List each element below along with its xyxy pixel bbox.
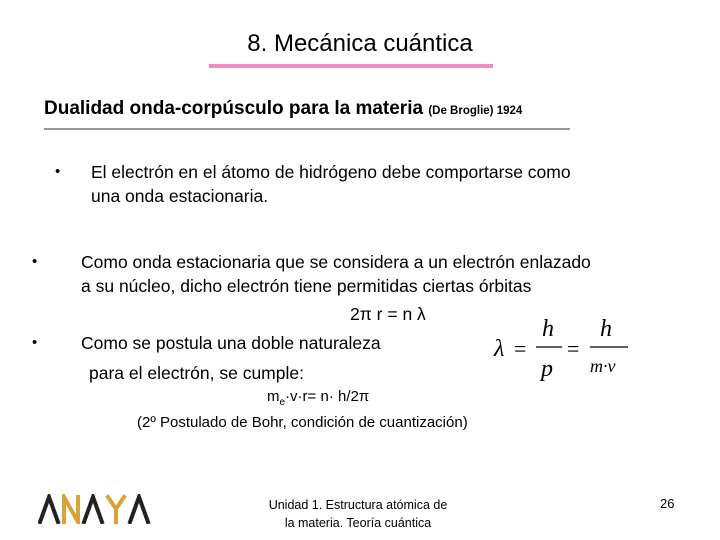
eq-mv: m·v [590,356,616,376]
eq-equals-2: = [567,336,580,361]
bohr-postulate: (2º Postulado de Bohr, condición de cuantización) [137,414,468,431]
bullet-2-text [81,250,591,298]
bullet-2-line-2: a su núcleo, dicho electrón tiene permitidas ciertas órbitas [81,276,532,296]
bullet-3-text [81,331,381,385]
bullet-1-line-2: una onda estacionaria. [91,186,269,206]
eq-lambda: λ [494,336,505,362]
subtitle-main: Dualidad onda-corpúsculo para la materia [44,98,424,119]
quant-rest: ·v·r= n· h/2π [285,388,370,405]
orbit-formula: 2π r = n λ [350,304,426,324]
eq-h-2: h [600,316,612,342]
subtitle-underline [44,128,570,130]
de-broglie-equation [492,316,632,382]
slide-subtitle [44,98,522,120]
eq-p: p [541,356,553,382]
bullet-2-marker: • [32,253,38,270]
subtitle-small: (De Broglie) 1924 [428,105,523,117]
bullet-3-line-2: para el electrón, se cumple: [89,363,304,383]
bullet-3-line-1: Como se postula una doble naturaleza [81,333,381,353]
bullet-1-text [91,160,571,208]
footer-line-1: Unidad 1. Estructura atómica de [268,498,448,512]
quant-subscript: e [279,397,286,408]
bullet-3-marker: • [32,334,38,351]
bullet-1-line-1: El electrón en el átomo de hidrógeno debe comportarse como [91,162,571,182]
quant-m: m [267,388,280,405]
quantization-formula [267,388,369,408]
slide-title: 8. Mecánica cuántica [247,30,473,57]
footer-line-2: la materia. Teoría cuántica [284,516,432,530]
title-underline [209,64,493,68]
bullet-2-line-1: Como onda estacionaria que se considera a un electrón enlazado [81,252,591,272]
page-number: 26 [660,496,675,511]
eq-equals-1: = [514,336,527,361]
eq-h-1: h [542,316,554,342]
footer-caption [248,496,468,532]
bullet-1-marker: • [55,163,61,180]
anaya-logo [38,494,152,524]
